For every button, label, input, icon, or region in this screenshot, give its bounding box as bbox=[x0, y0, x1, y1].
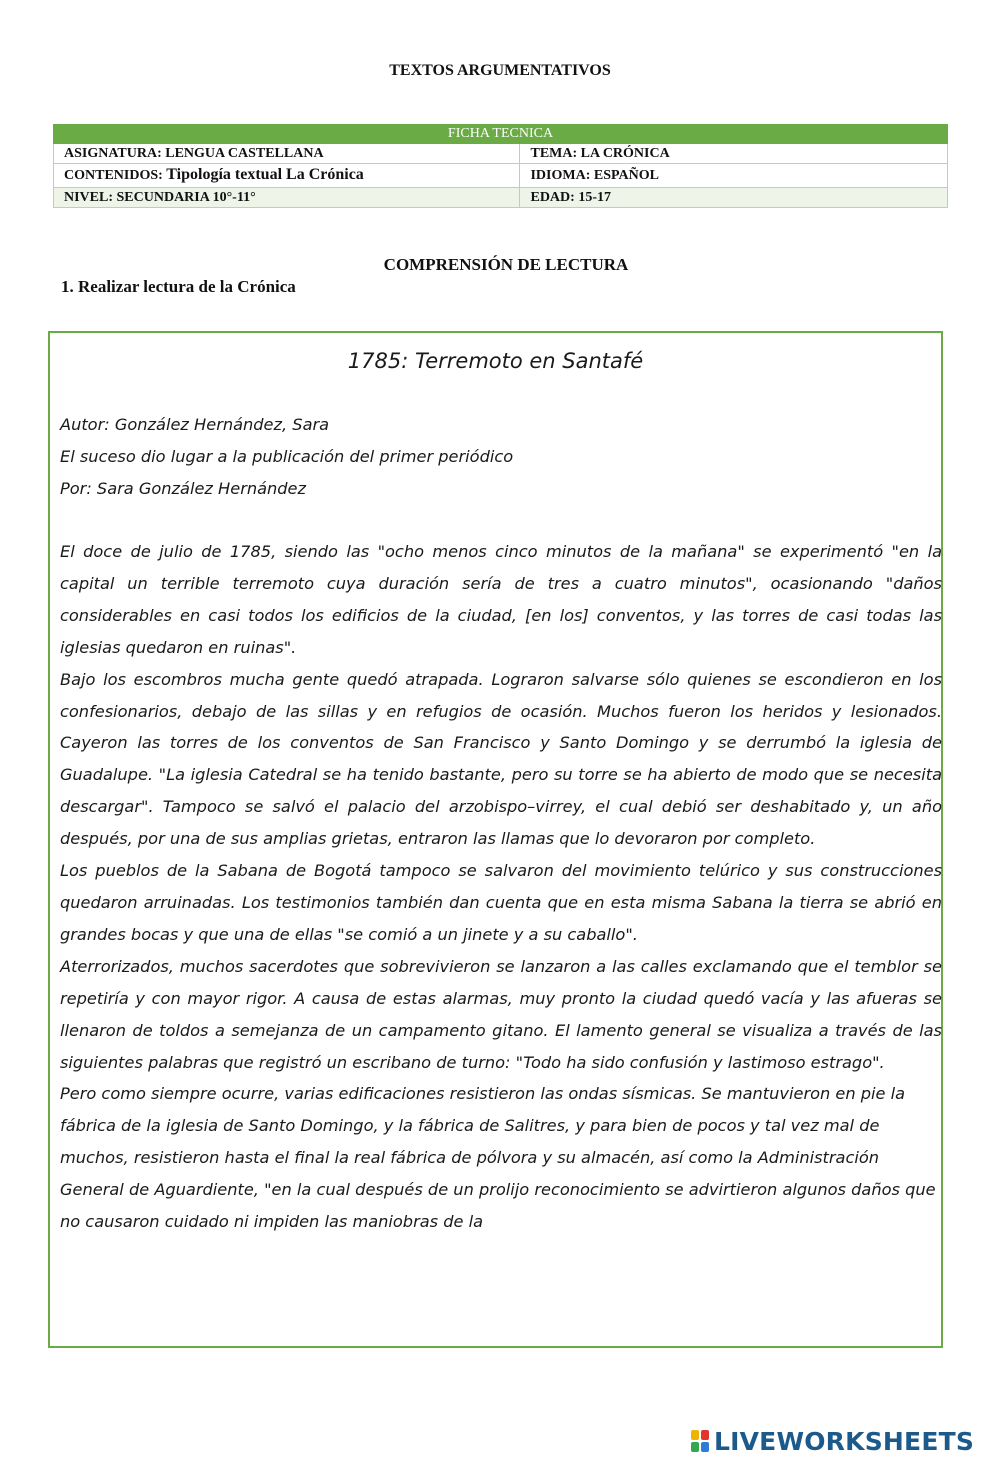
edad-cell: EDAD: 15-17 bbox=[520, 188, 948, 208]
ficha-header: FICHA TECNICA bbox=[54, 125, 948, 144]
asignatura-cell: ASIGNATURA: LENGUA CASTELLANA bbox=[54, 144, 520, 164]
chronicle-box bbox=[48, 331, 943, 1348]
chronicle-paragraph: Pero como siempre ocurre, varias edificaciones resistieron las ondas sísmicas. Se mantuvieron en pie la fábrica de la iglesia de Santo Domingo, y la fábrica de Salitres, y para bien de pocos y tal vez mal de muchos, resistieron hasta el final la real fábrica de pólvora y su almacén, así como la Administración General de Aguardiente, "en la cual después de un prolijo reconocimiento se advirtieron algunos daños que no causaron cuidado ni impiden las maniobras de la bbox=[60, 1084, 936, 1232]
chronicle-subtitle: El suceso dio lugar a la publicación del primer periódico bbox=[60, 447, 514, 466]
nivel-cell: NIVEL: SECUNDARIA 10°-11° bbox=[54, 188, 520, 208]
chronicle-meta bbox=[60, 409, 513, 505]
ficha-header-row bbox=[54, 125, 948, 144]
liveworksheets-brand bbox=[691, 1427, 974, 1456]
document-title: TEXTOS ARGUMENTATIVOS bbox=[389, 62, 611, 79]
contenidos-label: CONTENIDOS: bbox=[64, 168, 163, 183]
chronicle-paragraph: El doce de julio de 1785, siendo las "ocho menos cinco minutos de la mañana" se experimentó "en la capital un terrible terremoto cuya duración sería de tres a cuatro minutos", ocasionando "daños considerables en casi todos los edificios de la ciudad, [en los] conventos, y las torres de casi todas las iglesias quedaron en ruinas". bbox=[60, 542, 942, 657]
liveworksheets-logo-icon bbox=[691, 1429, 711, 1453]
ficha-row bbox=[54, 164, 948, 188]
ficha-row bbox=[54, 188, 948, 208]
chronicle-paragraph: Bajo los escombros mucha gente quedó atrapada. Lograron salvarse sólo quienes se escondieron en los confesionarios, debajo de las sillas y en refugios de ocasión. Muchos fueron los heridos y lesionados. Cayeron las torres de los conventos de San Francisco y Santo Domingo y se derrumbó la iglesia de Guadalupe. "La iglesia Catedral se ha tenido bastante, pero su torre se ha abierto de modo que se necesita descargar". Tampoco se salvó el palacio del arzobispo–virrey, el cual debió ser deshabitado y, un año después, por una de sus amplias grietas, entraron las llamas que lo devoraron por completo. bbox=[60, 669, 942, 849]
chronicle-paragraph: Aterrorizados, muchos sacerdotes que sobrevivieron se lanzaron a las calles exclamando que el temblor se repetiría y con mayor rigor. A causa de estas alarmas, muy pronto la ciudad quedó vacía y las afueras se llenaron de toldos a semejanza de un campamento gitano. El lamento general se visualiza a través de las siguientes palabras que registró un escribano de turno: "Todo ha sido confusión y lastimoso estrago". bbox=[60, 956, 942, 1072]
tema-cell: TEMA: LA CRÓNICA bbox=[520, 144, 948, 164]
contenidos-cell bbox=[54, 164, 520, 188]
ficha-row bbox=[54, 144, 948, 164]
chronicle-author: Autor: González Hernández, Sara bbox=[60, 415, 330, 434]
chronicle-byline: Por: Sara González Hernández bbox=[60, 479, 307, 498]
brand-name: LIVEWORKSHEETS bbox=[714, 1427, 975, 1456]
chronicle-paragraph: Los pueblos de la Sabana de Bogotá tampoco se salvaron del movimiento telúrico y sus construcciones quedaron arruinadas. Los testimonios también dan cuenta que en esta misma Sabana la tierra se abrió en grandes bocas y que una de ellas "se comió a un jinete y a su caballo". bbox=[60, 861, 942, 944]
idioma-cell: IDIOMA: ESPAÑOL bbox=[520, 164, 948, 188]
section-title: COMPRENSIÓN DE LECTURA bbox=[383, 255, 629, 274]
chronicle-title: 1785: Terremoto en Santafé bbox=[347, 349, 644, 373]
contenidos-value: Tipología textual La Crónica bbox=[166, 166, 364, 183]
ficha-tecnica-table bbox=[53, 124, 948, 208]
chronicle-body bbox=[60, 536, 942, 1238]
instruction-text: 1. Realizar lectura de la Crónica bbox=[61, 277, 296, 296]
